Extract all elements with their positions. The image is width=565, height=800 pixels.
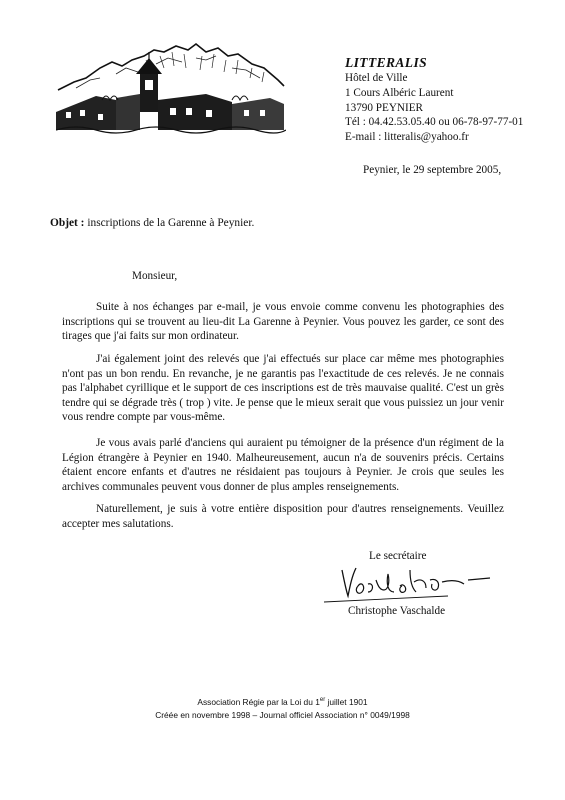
phone-line: Tél : 04.42.53.05.40 ou 06-78-97-77-01 [345, 116, 524, 129]
organization-name: LITTERALIS [345, 55, 428, 70]
subject-label: Objet : [50, 217, 85, 229]
signature-title: Le secrétaire [369, 550, 427, 562]
paragraph-1-text: Suite à nos échanges par e-mail, je vous envoie comme convenu les photographies des inscriptions qui se trouvent au lieu-dit La Garenne à Peynier. Vous pouvez les garder, ce sont des tirages que j'ai faits sur mon ordinateur. [62, 301, 504, 343]
village-sketch-logo [56, 38, 286, 138]
handwritten-signature [318, 556, 498, 608]
paragraph-2-text: J'ai également joint des relevés que j'ai effectués sur place car même mes photographies n'ont pas un bon rendu. En revanche, je ne garantis pas l'exactitude de ces relevés. Je ne connais pas l'alphabet cyrillique et le support de ces inscriptions est de très mauvaise qualité. C'est un grès tendre qui se dégrade très ( trop ) vite. Je pense que le mieux serait que vous puissiez un jour venir vous rendre compte par vous-même. [62, 353, 504, 424]
paragraph-4-text: Naturellement, je suis à votre entière disposition pour d'autres renseignements. Veuillez accepter mes salutations. [62, 503, 504, 530]
subject-line [50, 217, 254, 229]
letterhead-address [345, 54, 523, 145]
paragraph-2 [62, 352, 504, 425]
paragraph-3 [62, 436, 504, 494]
subject-text: inscriptions de la Garenne à Peynier. [84, 217, 255, 229]
paragraph-1 [62, 300, 504, 344]
paragraph-3-text: Je vous avais parlé d'anciens qui auraient pu témoigner de la présence d'un régiment de la Légion étrangère à Peynier en 1940. Malheureusement, aucun n'a de souvenirs précis. Certains étaient encore enfants et d'autres ne résidaient pas toujours à Peynier. Je crois que seules les archives communales peuvent vous donner de plus amples renseignements. [62, 437, 504, 493]
address-line-1: Hôtel de Ville [345, 72, 408, 84]
footer-line-2: Créée en novembre 1998 – Journal officiel Association n° 0049/1998 [155, 710, 410, 720]
footer-line-1-sup: er [319, 697, 326, 704]
address-line-2: 1 Cours Albéric Laurent [345, 86, 454, 99]
letter-date: Peynier, le 29 septembre 2005, [363, 164, 502, 176]
paragraph-4 [62, 502, 504, 531]
footer-line-1-pre: Association Régie par la Loi du 1 [197, 697, 320, 707]
footer-line-1 [0, 697, 565, 707]
greeting: Monsieur, [132, 270, 178, 282]
footer-line-1-post: juillet 1901 [325, 697, 368, 707]
signer-name: Christophe Vaschalde [348, 605, 446, 617]
email-line: E-mail : litteralis@yahoo.fr [345, 131, 469, 144]
address-line-3: 13790 PEYNIER [345, 101, 424, 114]
